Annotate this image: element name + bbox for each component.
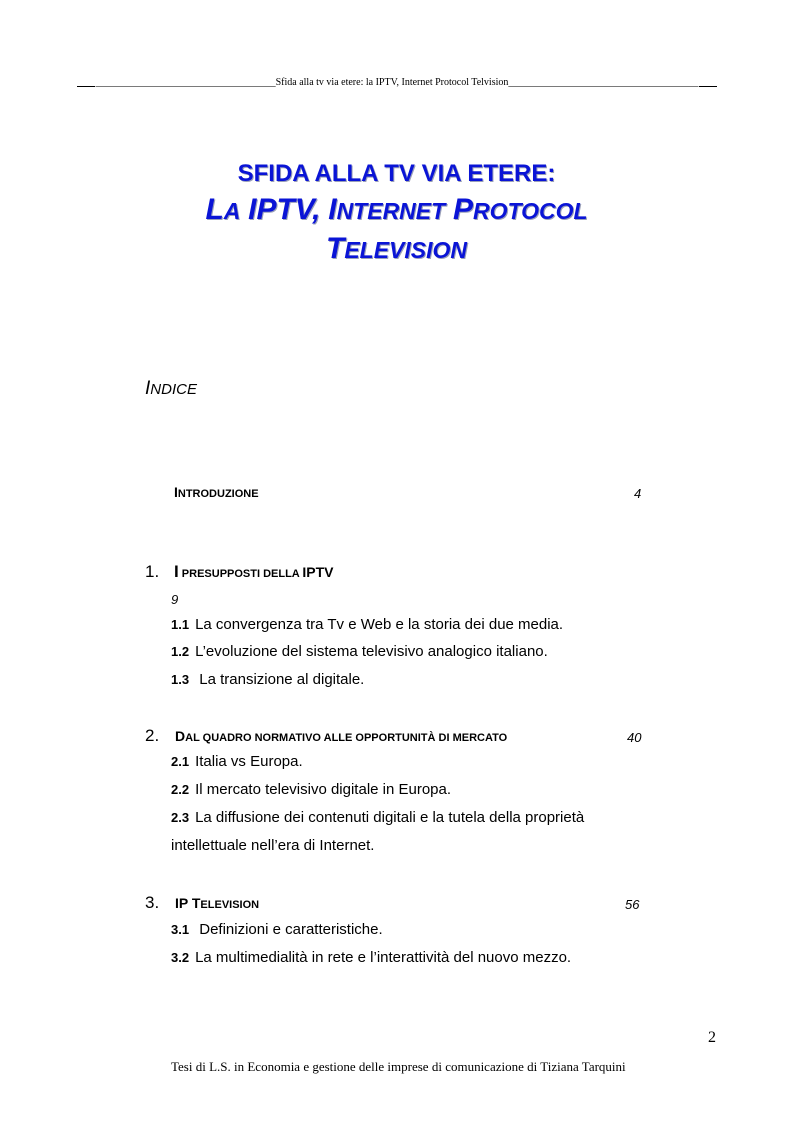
chapter-number: 3.: [145, 893, 160, 912]
toc-page-introduzione: 4: [634, 486, 642, 501]
running-header: [77, 74, 717, 87]
chapter-page: 9: [171, 592, 179, 607]
chapter-page: 40: [627, 730, 642, 745]
chapter-number: 1.: [145, 562, 160, 581]
toc-subentry: 1.3 La transizione al digitale.: [171, 671, 365, 688]
section-heading-indice: INDICE: [145, 378, 197, 399]
chapter-title: DAL QUADRO NORMATIVO ALLE OPPORTUNITÀ DI MERCATO: [175, 728, 508, 744]
toc-subentry: 2.3 La diffusione dei contenuti digitali e la tutela della proprietà: [171, 809, 585, 826]
chapter-title: I PRESUPPOSTI DELLA IPTV: [174, 562, 334, 581]
chapter-page: 56: [625, 897, 640, 912]
running-header-text: ____________________________________Sfida alla tv via etere: la IPTV, Internet Protocol Telvision______________________________________: [95, 77, 699, 88]
toc-entry-introduzione: INTRODUZIONE: [174, 484, 259, 500]
toc-subentry: 1.1 La convergenza tra Tv e Web e la storia dei due media.: [171, 616, 564, 633]
footer-text: Tesi di L.S. in Economia e gestione delle imprese di comunicazione di Tiziana Tarquini: [171, 1059, 626, 1074]
chapter-title: IP TELEVISION: [175, 895, 260, 911]
toc-subentry: 1.2 L’evoluzione del sistema televisivo analogico italiano.: [171, 643, 548, 660]
title-line-3: TELEVISION: [325, 232, 468, 265]
title-line-2: LA IPTV, INTERNET PROTOCOL: [205, 193, 588, 226]
toc-subentry: 3.2 La multimedialità in rete e l’interattività del nuovo mezzo.: [171, 949, 572, 966]
toc-subentry-continuation: intellettuale nell’era di Internet.: [171, 837, 375, 854]
toc-subentry: 2.1 Italia vs Europa.: [171, 753, 303, 770]
toc-subentry: 3.1 Definizioni e caratteristiche.: [171, 921, 383, 938]
toc-subentry: 2.2 Il mercato televisivo digitale in Europa.: [171, 781, 452, 798]
page-number: 2: [708, 1029, 716, 1046]
chapter-number: 2.: [145, 726, 160, 745]
title-line-1: SFIDA ALLA TV VIA ETERE:: [237, 160, 556, 187]
